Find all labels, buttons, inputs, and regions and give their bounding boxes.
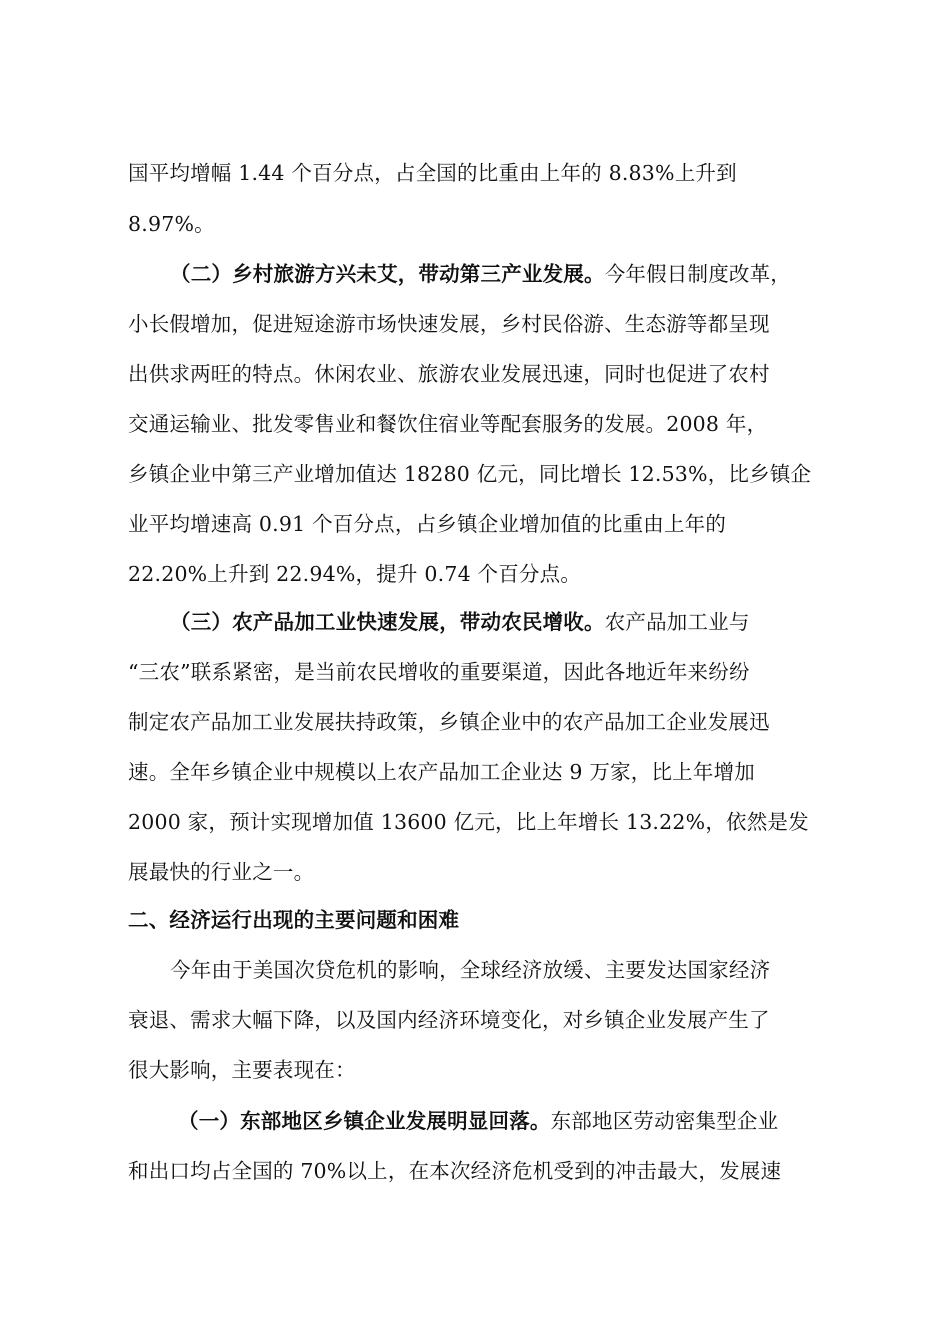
paragraph-line: 出供求两旺的特点。休闲农业、旅游农业发展迅速，同时也促进了农村 xyxy=(128,362,770,386)
paragraph-line: 很大影响，主要表现在： xyxy=(128,1058,356,1082)
paragraph-line: 2000 家，预计实现增加值 13600 亿元，比上年增长 13.22%，依然是发 xyxy=(128,810,809,834)
paragraph-line: 国平均增幅 1.44 个百分点，占全国的比重由上年的 8.83%上升到 xyxy=(128,161,737,185)
paragraph-line: 小长假增加，促进短途游市场快速发展，乡村民俗游、生态游等都呈现 xyxy=(128,312,770,336)
paragraph-line: 制定农产品加工业发展扶持政策，乡镇企业中的农产品加工企业发展迅 xyxy=(128,710,770,734)
paragraph-line: 交通运输业、批发零售业和餐饮住宿业等配套服务的发展。2008 年， xyxy=(128,412,768,436)
paragraph-line: 展最快的行业之一。 xyxy=(128,860,315,884)
paragraph-text: 今年假日制度改革， xyxy=(604,262,792,286)
paragraph-line xyxy=(170,259,870,289)
paragraph-line: 速。全年乡镇企业中规模以上农产品加工企业达 9 万家，比上年增加 xyxy=(128,760,755,784)
paragraph-text: 东部地区劳动密集型企业 xyxy=(550,1109,779,1133)
paragraph-text: 农产品加工业与 xyxy=(604,610,750,634)
paragraph-line: 今年由于美国次贷危机的影响，全球经济放缓、主要发达国家经济 xyxy=(170,958,771,982)
subsection-heading: （二）乡村旅游方兴未艾，带动第三产业发展。 xyxy=(170,262,605,286)
paragraph-line: 乡镇企业中第三产业增加值达 18280 亿元，同比增长 12.53%，比乡镇企 xyxy=(128,462,812,486)
subsection-heading: （一）东部地区乡镇企业发展明显回落。 xyxy=(178,1109,551,1133)
paragraph-line: “三农”联系紧密，是当前农民增收的重要渠道，因此各地近年来纷纷 xyxy=(128,660,750,684)
paragraph-line: 衰退、需求大幅下降，以及国内经济环境变化，对乡镇企业发展产生了 xyxy=(128,1008,770,1032)
paragraph-line xyxy=(170,607,870,637)
paragraph-line: 22.20%上升到 22.94%，提升 0.74 个百分点。 xyxy=(128,562,582,586)
section-title: 二、经济运行出现的主要问题和困难 xyxy=(128,908,460,932)
paragraph-line: 业平均增速高 0.91 个百分点，占乡镇企业增加值的比重由上年的 xyxy=(128,512,727,536)
paragraph-line: 和出口均占全国的 70%以上，在本次经济危机受到的冲击最大，发展速 xyxy=(128,1159,782,1183)
subsection-heading: （三）农产品加工业快速发展，带动农民增收。 xyxy=(170,610,605,634)
paragraph-line xyxy=(178,1106,878,1136)
paragraph-line: 8.97%。 xyxy=(128,212,215,236)
